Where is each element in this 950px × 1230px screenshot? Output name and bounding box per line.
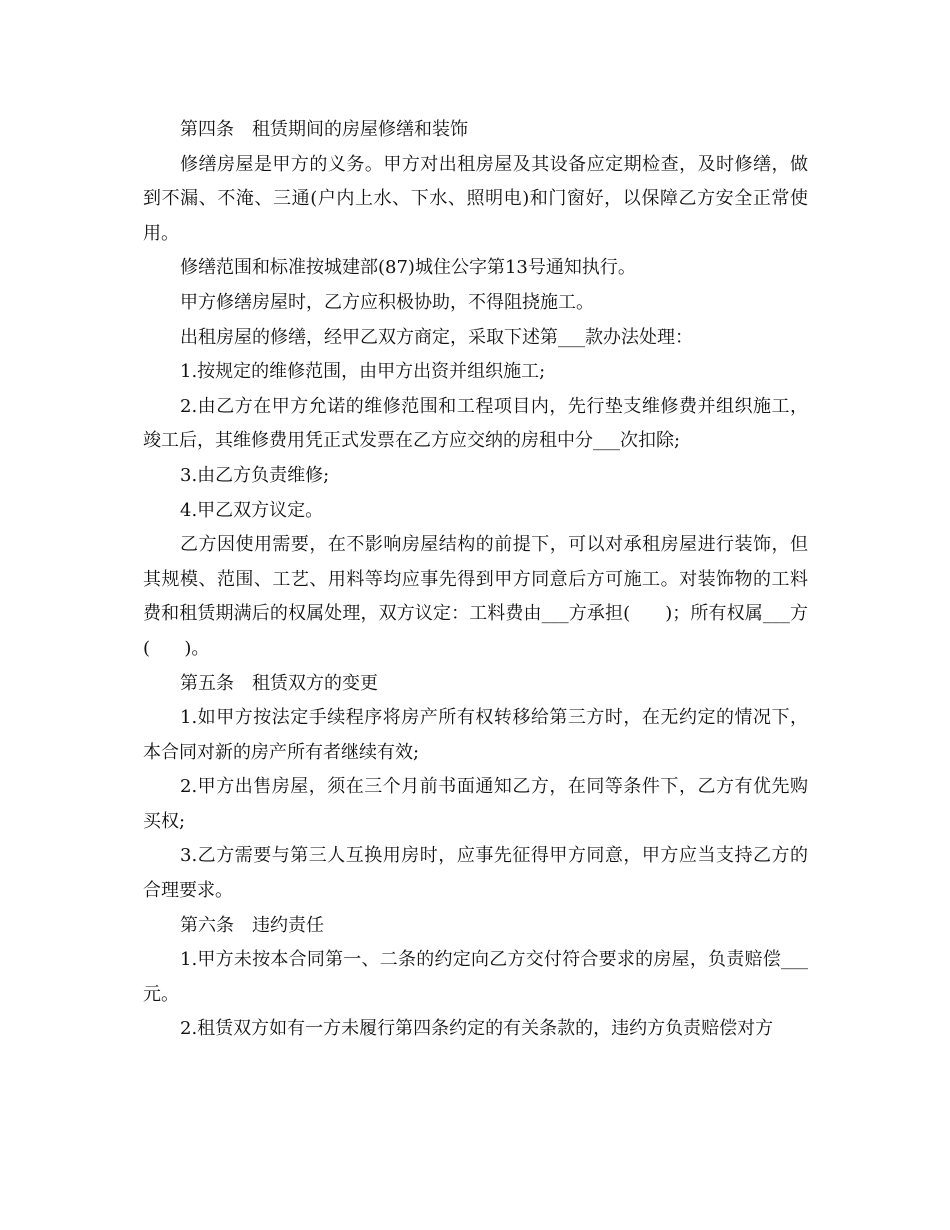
paragraph: 甲方修缮房屋时，乙方应积极协助，不得阻挠施工。 <box>180 291 594 313</box>
list-item: 2.租赁双方如有一方未履行第四条约定的有关条款的，违约方负责赔偿对方 <box>180 1018 774 1040</box>
article-5-heading: 第五条 租赁双方的变更 <box>180 672 378 694</box>
list-item: 2.由乙方在甲方允诺的维修范围和工程项目内，先行垫支维修费并组织施工，竣工后，其维修费用凭正式发票在乙方应交纳的房租中分___次扣除; <box>143 395 808 452</box>
paragraph: 出租房屋的修缮，经甲乙双方商定，采取下述第___款办法处理： <box>180 326 693 348</box>
article-4-heading: 第四条 租赁期间的房屋修缮和装饰 <box>180 119 468 140</box>
article-6-heading: 第六条 违约责任 <box>180 914 324 936</box>
list-item: 1.按规定的维修范围，由甲方出资并组织施工; <box>180 361 546 383</box>
list-item: 2.甲方出售房屋，须在三个月前书面通知乙方，在同等条件下，乙方有优先购买权; <box>143 776 808 832</box>
list-item: 3.由乙方负责维修; <box>180 464 330 486</box>
paragraph: 乙方因使用需要，在不影响房屋结构的前提下，可以对承租房屋进行装饰，但其规模、范围、工艺、用料等均应事先得到甲方同意后方可施工。对装饰物的工料费和租赁期满后的权属处理，双方议定：工料费由___方承担( )；所有权属___方( )。 <box>143 534 808 659</box>
list-item: 4.甲乙双方议定。 <box>180 499 324 521</box>
list-item: 1.如甲方按法定手续程序将房产所有权转移给第三方时，在无约定的情况下，本合同对新的房产所有者继续有效; <box>143 707 808 763</box>
list-item: 3.乙方需要与第三人互换用房时，应事先征得甲方同意，甲方应当支持乙方的合理要求。 <box>143 845 808 902</box>
paragraph: 修缮范围和标准按城建部(87)城住公字第13号通知执行。 <box>180 257 636 279</box>
list-item: 1.甲方未按本合同第一、二条的约定向乙方交付符合要求的房屋，负责赔偿___元。 <box>143 949 808 1005</box>
paragraph: 修缮房屋是甲方的义务。甲方对出租房屋及其设备应定期检查，及时修缮，做到不漏、不淹、三通(户内上水、下水、照明电)和门窗好，以保障乙方安全正常使用。 <box>143 153 808 244</box>
document-body <box>143 113 808 1047</box>
